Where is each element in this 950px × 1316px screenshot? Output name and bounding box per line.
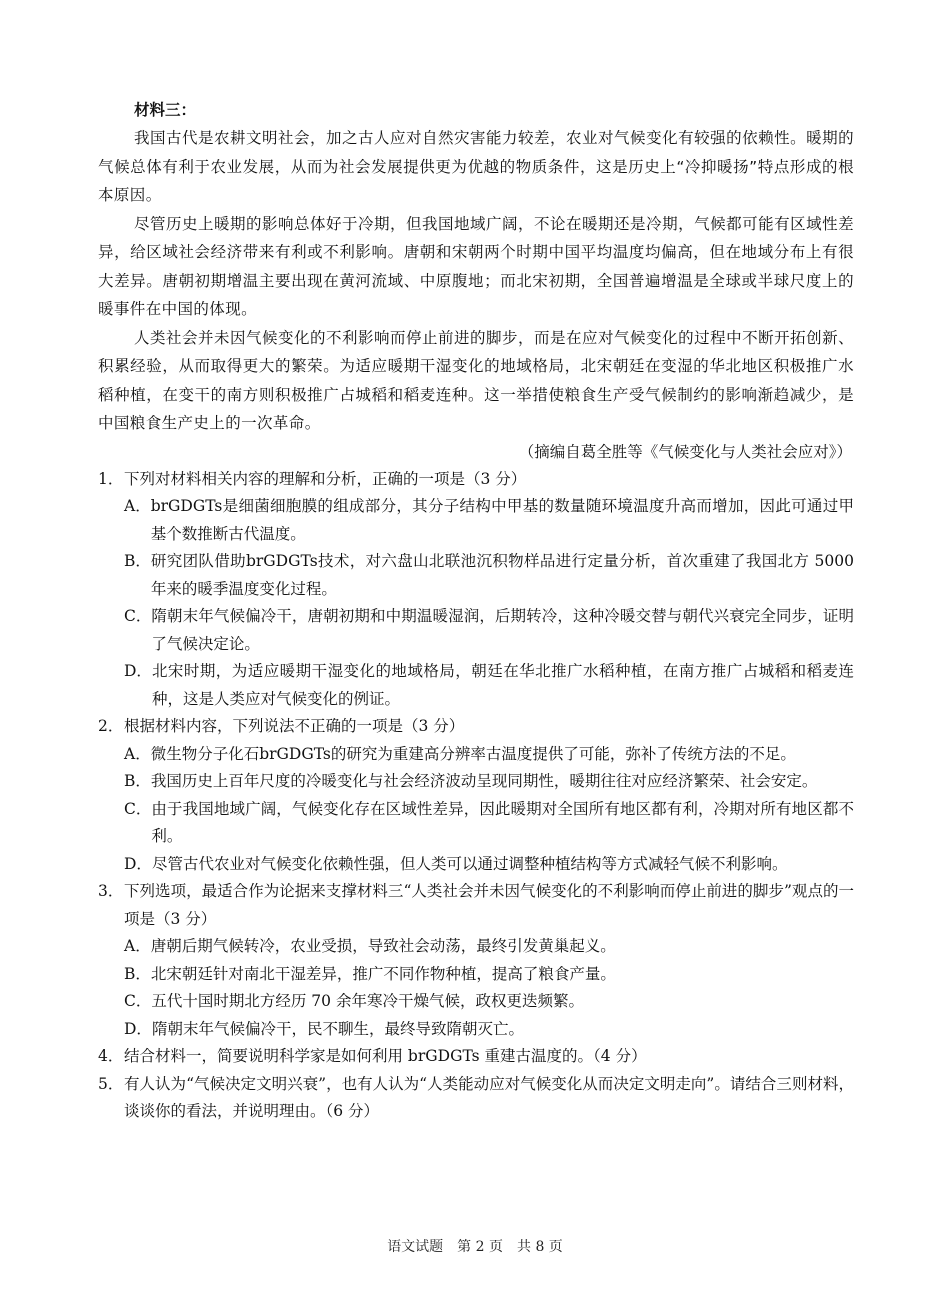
question-2-option-d (98, 851, 854, 879)
question-number: 5． (98, 1074, 124, 1093)
question-4 (98, 1043, 854, 1071)
question-3 (98, 878, 854, 933)
question-2-option-b (98, 768, 854, 796)
page-footer: 语文试题 第 2 页 共 8 页 (387, 1239, 563, 1255)
option-letter: D． (124, 662, 152, 680)
question-3-option-b (98, 961, 854, 989)
question-3-option-a (98, 933, 854, 961)
option-letter: C． (124, 799, 152, 818)
option-letter: D． (124, 854, 152, 873)
question-number: 4． (98, 1047, 124, 1065)
option-letter: A． (124, 497, 151, 515)
question-5 (98, 1071, 854, 1126)
option-text: 隋朝末年气候偏冷干，民不聊生，最终导致隋朝灭亡。 (151, 1019, 524, 1038)
question-text: 根据材料内容，下列说法不正确的一项是（3 分） (124, 717, 465, 735)
option-letter: B． (124, 772, 151, 790)
option-text: 唐朝后期气候转冷，农业受损，导致社会动荡，最终引发黄巢起义。 (150, 937, 616, 955)
question-number: 3． (98, 882, 124, 900)
option-text: brGDGTs是细菌细胞膜的组成部分，其分子结构中甲基的数量随环境温度升高而增加，因此可通过甲基个数推断古代温度。 (150, 497, 854, 543)
question-number: 2． (98, 717, 124, 735)
question-text: 下列选项，最适合作为论据来支撑材料三“人类社会并未因气候变化的不利影响而停止前进的脚步”观点的一项是（3 分） (124, 882, 854, 928)
option-letter: C． (124, 607, 152, 625)
option-letter: D． (124, 1019, 152, 1038)
option-text: 研究团队借助brGDGTs技术，对六盘山北联池沉积物样品进行定量分析，首次重建了我国北方 5000 年来的暖季温度变化过程。 (150, 552, 854, 598)
question-1-option-b (98, 548, 854, 603)
option-text: 北宋朝廷针对南北干湿差异，推广不同作物种植，提高了粮食产量。 (150, 964, 616, 983)
question-text: 下列对材料相关内容的理解和分析，正确的一项是（3 分） (124, 469, 527, 488)
option-letter: C． (124, 992, 152, 1010)
option-letter: B． (124, 552, 151, 570)
question-2 (98, 713, 854, 741)
material-source: （摘编自葛全胜等《气候变化与人类社会应对》） (518, 442, 852, 461)
option-text: 尽管古代农业对气候变化依赖性强，但人类可以通过调整种植结构等方式减轻气候不利影响。 (151, 854, 788, 873)
question-1-option-a (98, 493, 854, 548)
question-3-option-d (98, 1016, 854, 1044)
question-3-option-c (98, 988, 854, 1016)
question-1 (98, 466, 854, 494)
question-2-option-a (98, 741, 854, 769)
material-paragraph-3: 人类社会并未因气候变化的不利影响而停止前进的脚步，而是在应对气候变化的过程中不断开拓创新、积累经验，从而取得更大的繁荣。为适应暖期干湿变化的地域格局，北宋朝廷在变湿的华北地区积极推广水稻种植，在变干的南方则积极推广占城稻和稻麦连种。这一举措使粮食生产受气候制约的影响渐趋减少，是中国粮食生产史上的一次革命。 (98, 328, 854, 432)
question-text: 结合材料一，简要说明科学家是如何利用 brGDGTs 重建古温度的。（4 分） (124, 1047, 647, 1065)
exam-page (98, 96, 854, 1126)
option-text: 微生物分子化石brGDGTs的研究为重建高分辨率古温度提供了可能，弥补了传统方法的不足。 (150, 744, 796, 763)
question-number: 1． (98, 469, 124, 488)
option-letter: B． (124, 964, 151, 983)
option-text: 隋朝末年气候偏冷干，唐朝初期和中期温暖湿润，后期转冷，这种冷暖交替与朝代兴衰完全同步，证明了气候决定论。 (151, 607, 854, 653)
option-letter: A． (124, 744, 151, 763)
material-paragraph-1: 我国古代是农耕文明社会，加之古人应对自然灾害能力较差，农业对气候变化有较强的依赖性。暖期的气候总体有利于农业发展，从而为社会发展提供更为优越的物质条件，这是历史上“冷抑暖扬”特点形成的根本原因。 (98, 129, 854, 204)
material-paragraph-2: 尽管历史上暖期的影响总体好于冷期，但我国地域广阔，不论在暖期还是冷期，气候都可能有区域性差异，给区域社会经济带来有利或不利影响。唐朝和宋朝两个时期中国平均温度均偏高，但在地域分布上有很大差异。唐朝初期增温主要出现在黄河流域、中原腹地；而北宋初期，全国普遍增温是全球或半球尺度上的暖事件在中国的体现。 (98, 214, 854, 318)
question-text: 有人认为“气候决定文明兴衰”，也有人认为“人类能动应对气候变化从而决定文明走向”。请结合三则材料，谈谈你的看法，并说明理由。（6 分） (124, 1074, 854, 1120)
option-text: 北宋时期，为适应暖期干湿变化的地域格局，朝廷在华北推广水稻种植，在南方推广占城稻和稻麦连种，这是人类应对气候变化的例证。 (151, 662, 854, 708)
material-heading: 材料三： (134, 101, 197, 119)
option-text: 由于我国地域广阔，气候变化存在区域性差异，因此暖期对全国所有地区都有利，冷期对所有地区都不利。 (151, 799, 854, 845)
option-text: 五代十国时期北方经历 70 余年寒冷干燥气候，政权更迭频繁。 (151, 992, 584, 1010)
question-2-option-c (98, 796, 854, 851)
option-letter: A． (124, 937, 151, 955)
question-1-option-c (98, 603, 854, 658)
option-text: 我国历史上百年尺度的冷暖变化与社会经济波动呈现同期性，暖期往往对应经济繁荣、社会安定。 (150, 772, 818, 790)
question-1-option-d (98, 658, 854, 713)
